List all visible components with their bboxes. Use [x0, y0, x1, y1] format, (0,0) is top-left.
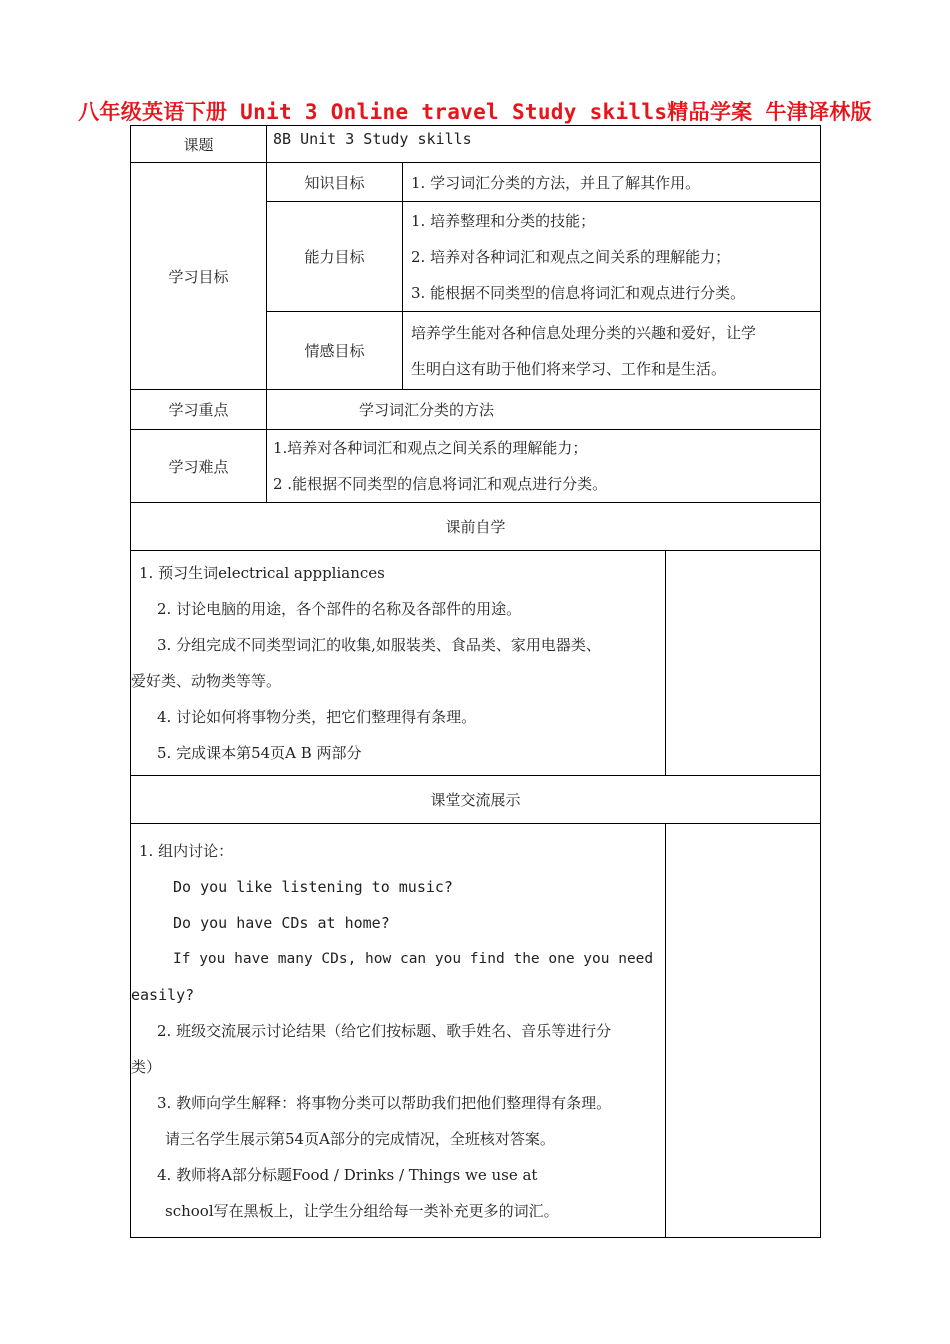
difficulty-label: 学习难点: [131, 430, 267, 503]
knowledge-goal-text: 1. 学习词汇分类的方法，并且了解其作用。: [403, 163, 821, 202]
classroom-line-11: school写在黑板上，让学生分组给每一类补充更多的词汇。: [165, 1201, 559, 1220]
classroom-line-6: 2. 班级交流展示讨论结果（给它们按标题、歌手姓名、音乐等进行分: [157, 1021, 612, 1040]
classroom-notes-cell: [666, 824, 821, 1238]
goal-knowledge-row: [131, 163, 821, 202]
topic-label: 课题: [131, 126, 267, 163]
preview-notes-cell: [666, 551, 821, 776]
ability-goal-line-3: 3. 能根据不同类型的信息将词汇和观点进行分类。: [411, 283, 746, 302]
preview-heading-row: [131, 503, 821, 551]
preview-line-5: 4. 讨论如何将事物分类，把它们整理得有条理。: [157, 708, 477, 726]
classroom-line-4: If you have many CDs, how can you find the one you need: [173, 950, 654, 967]
preview-content-row: [131, 551, 821, 776]
difficulty-line-2: 2 .能根据不同类型的信息将词汇和观点进行分类。: [273, 475, 608, 493]
preview-line-4: 爱好类、动物类等等。: [131, 672, 282, 690]
emotion-goal-label: 情感目标: [267, 312, 403, 390]
classroom-line-3: Do you have CDs at home?: [173, 913, 390, 932]
classroom-content-row: [131, 824, 821, 1238]
classroom-line-8: 3. 教师向学生解释：将事物分类可以帮助我们把他们整理得有条理。: [157, 1093, 612, 1112]
classroom-line-5: easily?: [131, 985, 195, 1004]
goals-label: 学习目标: [131, 163, 267, 390]
preview-heading: 课前自学: [131, 503, 821, 551]
ability-goal-line-1: 1. 培养整理和分类的技能；: [411, 211, 596, 230]
ability-goal-line-2: 2. 培养对各种词汇和观点之间关系的理解能力；: [411, 247, 731, 266]
knowledge-goal-label: 知识目标: [267, 163, 403, 202]
key-point-label: 学习重点: [131, 390, 267, 430]
key-point-row: [131, 390, 821, 430]
difficulty-line-1: 1.培养对各种词汇和观点之间关系的理解能力；: [273, 439, 588, 457]
classroom-line-10: 4. 教师将A部分标题Food / Drinks / Things we use at: [157, 1165, 538, 1184]
preview-line-1: 1. 预习生词electrical apppliances: [139, 564, 385, 582]
topic-value: 8B Unit 3 Study skills: [267, 126, 821, 163]
preview-line-2: 2. 讨论电脑的用途，各个部件的名称及各部件的用途。: [157, 600, 522, 618]
topic-row: [131, 126, 821, 163]
difficulty-row: [131, 430, 821, 503]
key-point-value: 学习词汇分类的方法: [267, 390, 821, 430]
emotion-goal-line-1: 培养学生能对各种信息处理分类的兴趣和爱好，让学: [411, 323, 757, 342]
preview-line-6: 5. 完成课本第54页A B 两部分: [157, 744, 362, 762]
classroom-heading: 课堂交流展示: [131, 776, 821, 824]
emotion-goal-line-2: 生明白这有助于他们将来学习、工作和是生活。: [411, 359, 727, 378]
classroom-heading-row: [131, 776, 821, 824]
classroom-line-2: Do you like listening to music?: [173, 877, 453, 896]
classroom-line-7: 类）: [131, 1057, 162, 1076]
lesson-plan-table: [130, 125, 821, 1238]
classroom-line-9: 请三名学生展示第54页A部分的完成情况，全班核对答案。: [165, 1129, 555, 1148]
preview-line-3: 3. 分组完成不同类型词汇的收集,如服装类、食品类、家用电器类、: [157, 636, 601, 654]
classroom-line-1: 1. 组内讨论：: [139, 841, 234, 860]
ability-goal-label: 能力目标: [267, 202, 403, 312]
document-title: 八年级英语下册 Unit 3 Online travel Study skills精品学案 牛津译林版: [78, 100, 872, 124]
